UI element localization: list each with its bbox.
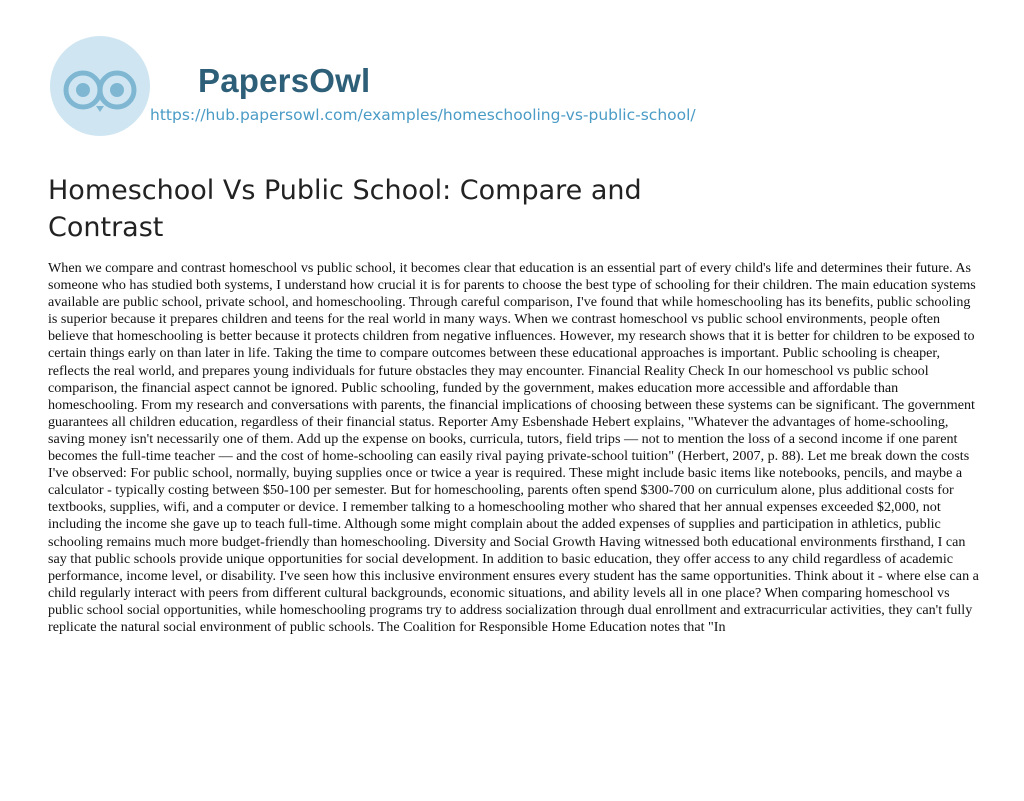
site-header <box>48 34 948 144</box>
brand-name[interactable]: PapersOwl <box>198 62 371 99</box>
page-title: Homeschool Vs Public School: Compare and Contrast <box>48 175 642 243</box>
article-body: When we compare and contrast homeschool vs public school, it becomes clear that education is an essential part of every child's life and determines their future. As someone who has studied both systems, I understand how crucial it is for parents to choose the best type of schooling for their children. The main education systems available are public school, private school, and homeschooling. Through careful comparison, I've found that while homeschooling has its benefits, public schooling is superior because it prepares children and teens for the real world in many ways. When we contrast homeschool vs public school environments, people often believe that homeschooling is better because it protects children from negative influences. However, my research shows that it is better for children to be exposed to certain things early on than later in life. Taking the time to compare outcomes between these educational approaches is important. Public schooling is cheaper, reflects the real world, and prepares young individuals for future obstacles they may encounter. Financial Reality Check In our homeschool vs public school comparison, the financial aspect cannot be ignored. Public schooling, funded by the government, makes education more accessible and affordable than homeschooling. From my research and conversations with parents, the financial implications of choosing between these systems can be significant. The government guarantees all children education, regardless of their financial status. Reporter Amy Esbenshade Hebert explains, "Whatever the advantages of home-schooling, saving money isn't necessarily one of them. Add up the expense on books, curricula, tutors, field trips — not to mention the loss of a second income if one parent becomes the full-time teacher — and the cost of home-schooling can easily rival paying private-school tuition" (Herbert, 2007, p. 88). Let me break down the costs I've observed: For public school, normally, buying supplies once or twice a year is required. These might include basic items like notebooks, pencils, and maybe a calculator - typically costing between $50-100 per semester. But for homeschooling, parents often spend $300-700 on curriculum alone, plus additional costs for textbooks, supplies, wifi, and a computer or device. I remember talking to a homeschooling mother who shared that her annual expenses exceeded $2,000, not including the income she gave up to teach full-time. Although some might complain about the added expenses of supplies and participation in athletics, public schooling remains much more budget-friendly than homeschooling. Diversity and Social Growth Having witnessed both educational environments firsthand, I can say that public schools provide unique opportunities for social development. In addition to basic education, they offer access to any child regardless of academic performance, income level, or disability. I've seen how this inclusive environment ensures every student has the same opportunities. Think about it - where else can a child regularly interact with peers from different cultural backgrounds, economic situations, and ability levels all in one place? When comparing homeschool vs public school social opportunities, while homeschooling programs try to address socialization through dual enrollment and extracurricular activities, they can't fully replicate the natural social environment of public schools. The Coalition for Responsible Home Education notes that "In <box>48 260 979 635</box>
owl-eyes-logo-icon[interactable] <box>48 34 152 138</box>
source-url-link[interactable]: https://hub.papersowl.com/examples/homeschooling-vs-public-school/ <box>150 106 696 124</box>
